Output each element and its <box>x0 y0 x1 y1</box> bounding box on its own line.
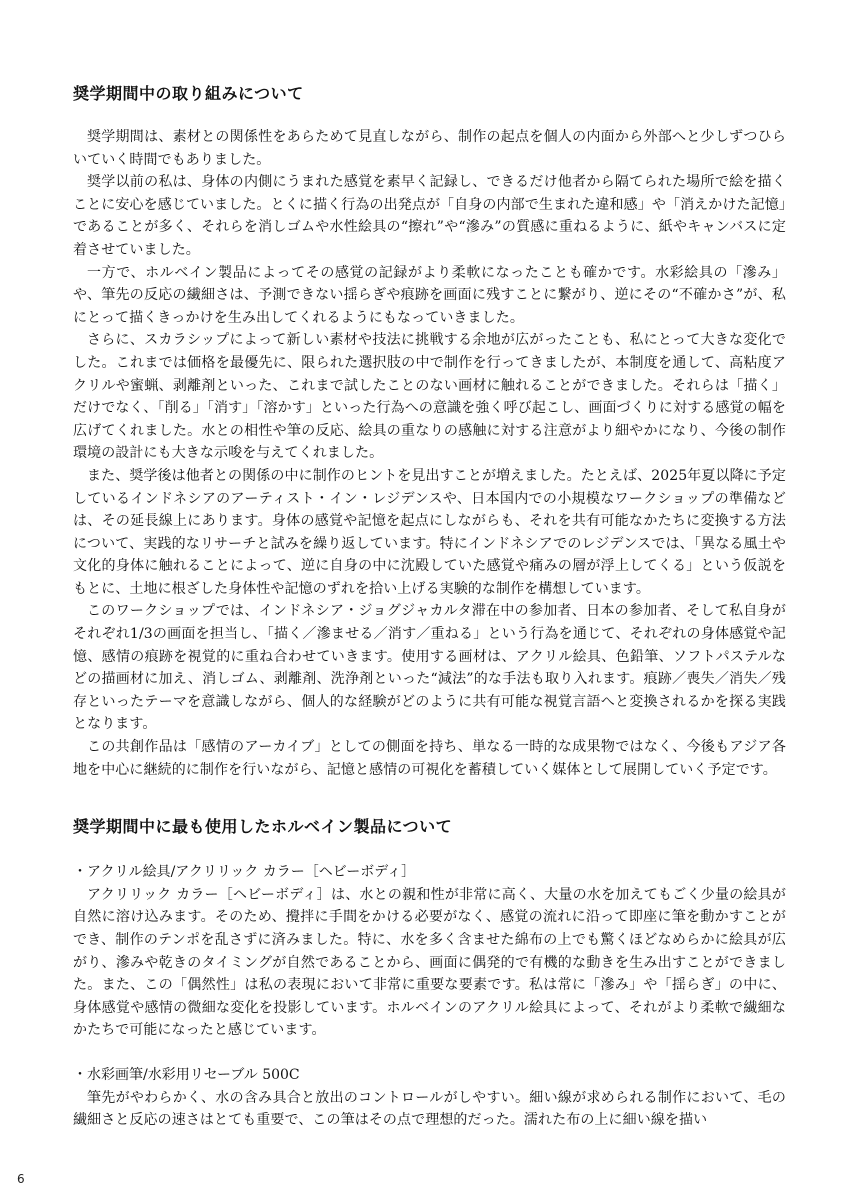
paragraph: 奨学期間は、素材との関係性をあらためて見直しながら、制作の起点を個人の内面から外部へと少しずつひらいていく時間でもありました。 <box>73 129 786 168</box>
section-heading-products: 奨学期間中に最も使用したホルベイン製品について <box>73 817 453 837</box>
page-content <box>73 82 786 1132</box>
paragraph: 奨学以前の私は、身体の内側にうまれた感覚を素早く記録し、できるだけ他者から隔てられた場所で絵を描くことに安心を感じていました。とくに描く行為の出発点が「自身の内部で生まれた違和感」や「消えかけた記憶」であることが多く、それらを消しゴムや水性絵具の“擦れ”や“滲み”の質感に重ねるように、紙やキャンバスに定着させていました。 <box>73 174 786 258</box>
page-number: 6 <box>17 1172 25 1186</box>
paragraph: 一方で、ホルベイン製品によってその感覚の記録がより柔軟になったことも確かです。水彩絵具の「滲み」や、筆先の反応の繊細さは、予測できない揺らぎや痕跡を画面に残すことに繋がり、逆にその“不確かさ”が、私にとって描くきっかけを生み出してくれるようにもなっていきました。 <box>73 264 786 326</box>
paragraph: この共創作品は「感情のアーカイブ」としての側面を持ち、単なる一時的な成果物ではなく、今後もアジア各地を中心に継続的に制作を行いながら、記憶と感情の可視化を蓄積していく媒体として展開していく予定です。 <box>73 739 786 778</box>
product-description-acrylic: アクリリック カラー［ヘビーボディ］は、水との親和性が非常に高く、大量の水を加えてもごく少量の絵具が自然に溶け込みます。そのため、攪拌に手間をかける必要がなく、感覚の流れに沿って即座に筆を動かすことができ、制作のテンポを乱さずに済みました。特に、水を多く含ませた綿布の上でも驚くほどなめらかに絵具が広がり、滲みや乾きのタイミングが自然であることから、画面に偶発的で有機的な動きを生み出すことができました。また、この「偶然性」は私の表現において非常に重要な要素です。私は常に「滲み」や「揺らぎ」の中に、身体感覚や感情の微細な変化を投影しています。ホルベインのアクリル絵具によって、それがより柔軟で繊細なかたちで可能になったと感じています。 <box>73 886 786 1039</box>
spacer <box>73 1042 786 1064</box>
paragraph: このワークショップでは、インドネシア・ジョグジャカルタ滞在中の参加者、日本の参加者、そして私自身がそれぞれ1/3の画面を担当し、「描く／滲ませる／消す／重ねる」という行為を通じて、それぞれの身体感覚や記憶、感情の痕跡を視覚的に重ね合わせていきます。使用する画材は、アクリル絵具、色鉛筆、ソフトパステルなどの描画材に加え、消しゴム、剥離剤、洗浄剤といった“減法”的な手法も取り入れます。痕跡／喪失／消失／残存といったテーマを意識しながら、個人的な経験がどのように共有可能な視覚言語へと変換されるかを探る実践となります。 <box>73 603 786 733</box>
product-title-brush: ・水彩画筆/水彩用リセーブル 500C <box>73 1066 300 1083</box>
paragraph: また、奨学後は他者との関係の中に制作のヒントを見出すことが増えました。たとえば、2025年夏以降に予定しているインドネシアのアーティスト・イン・レジデンスや、日本国内での小規模なワークショップの準備などは、その延長線上にあります。身体の感覚や記憶を起点にしながらも、それを共有可能なかたちに変換する方法について、実践的なリサーチと試みを繰り返しています。特にインドネシアでのレジデンスでは、「異なる風土や文化的身体に触れることによって、逆に自身の中に沈殿していた感覚や痛みの層が浮上してくる」という仮説をもとに、土地に根ざした身体性や記憶のずれを拾い上げる実験的な制作を構想しています。 <box>73 467 786 597</box>
product-title-acrylic: ・アクリル絵具/アクリリック カラー［ヘビーボディ］ <box>73 864 416 881</box>
paragraph: さらに、スカラシップによって新しい素材や技法に挑戦する余地が広がったことも、私にとって大きな変化でした。これまでは価格を最優先に、限られた選択肢の中で制作を行ってきましたが、本制度を通して、高粘度アクリルや蜜蝋、剥離剤といった、これまで試したことのない画材に触れることができました。それらは「描く」だけでなく、「削る」「消す」「溶かす」といった行為への意識を強く呼び起こし、画面づくりに対する感覚の幅を広げてくれました。水との相性や筆の反応、絵具の重なりの感触に対する注意がより細やかになり、今後の制作環境の設計にも大きな示唆を与えてくれました。 <box>73 332 786 462</box>
section-heading-activities: 奨学期間中の取り組みについて <box>73 84 304 103</box>
product-description-brush: 筆先がやわらかく、水の含み具合と放出のコントロールがしやすい。細い線が求められる制作において、毛の繊細さと反応の速さはとても重要で、この筆はその点で理想的だった。濡れた布の上に細い線を描い <box>73 1089 786 1129</box>
